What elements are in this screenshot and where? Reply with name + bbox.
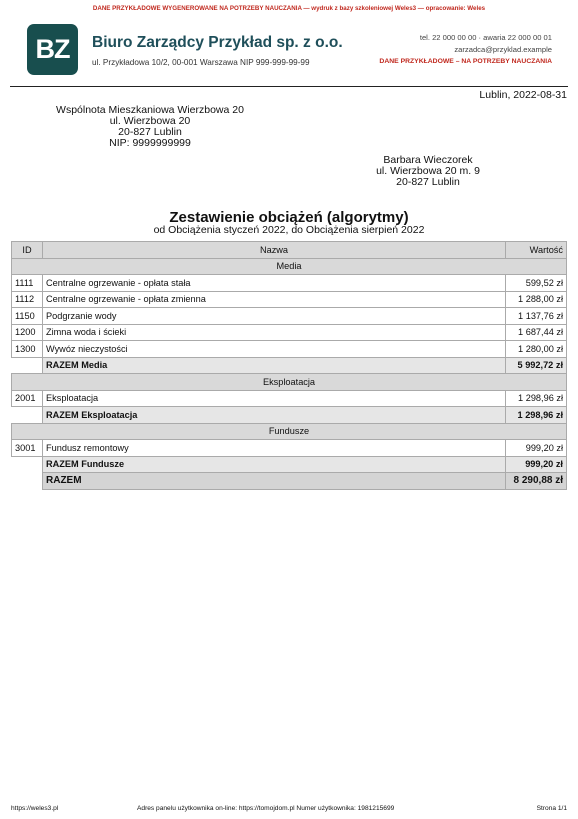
subtotal-value: 5 992,72 zł [506,357,567,374]
charges-table [11,241,567,490]
company-note: DANE PRZYKŁADOWE – NA POTRZEBY NAUCZANIA [379,58,552,65]
table-row [12,308,567,325]
grand-total-label: RAZEM [43,473,506,490]
subtotal-label: RAZEM Media [43,357,506,374]
document-date: Lublin, 2022-08-31 [479,89,567,101]
table-row [12,440,567,457]
subtotal-label: RAZEM Fundusze [43,456,506,473]
header-divider [10,86,568,87]
row-name: Centralne ogrzewanie - opłata stała [43,275,506,292]
teaching-data-banner: DANE PRZYKŁADOWE WYGENEROWANE NA POTRZEBY NAUCZANIA — wydruk z bazy szkoleniowej Weles3 — opracowanie: Weles [92,5,486,12]
row-value: 1 288,00 zł [506,291,567,308]
footer-website-link[interactable]: https://weles3.pl [11,805,59,812]
column-header-name: Nazwa [43,242,506,259]
footer-page-number: Strona 1/1 [536,805,567,812]
subtotal-row-fundusze [12,456,567,473]
row-id: 1200 [12,324,43,341]
row-name: Wywóz nieczystości [43,341,506,358]
row-value: 1 137,76 zł [506,308,567,325]
community-name: Wspólnota Mieszkaniowa Wierzbowa 20 [56,104,244,116]
row-value: 599,52 zł [506,275,567,292]
report-subtitle: od Obciążenia styczeń 2022, do Obciążenia sierpień 2022 [153,224,425,236]
table-header-row [12,242,567,259]
column-header-id: ID [12,242,43,259]
recipient-city: 20-827 Lublin [396,176,460,188]
recipient-address-block [358,155,498,188]
table-row [12,291,567,308]
row-value: 1 687,44 zł [506,324,567,341]
column-header-value: Wartość [506,242,567,259]
subtotal-row-eksploatacja [12,407,567,424]
subtotal-value: 999,20 zł [506,456,567,473]
community-street: ul. Wierzbowa 20 [109,115,191,127]
subtotal-value: 1 298,96 zł [506,407,567,424]
section-header-eksploatacja: Eksploatacja [12,374,567,391]
company-email: zarzadca@przyklad.example [454,45,552,54]
table-row [12,341,567,358]
section-header-media: Media [12,258,567,275]
row-name: Eksploatacja [43,390,506,407]
footer-user-panel-info: Adres panelu użytkownika on-line: https://tomojdom.pl Numer użytkownika: 1981215699 [137,805,395,812]
row-id: 3001 [12,440,43,457]
row-value: 1 280,00 zł [506,341,567,358]
table-row [12,324,567,341]
row-name: Podgrzanie wody [43,308,506,325]
recipient-street: ul. Wierzbowa 20 m. 9 [376,165,480,177]
row-name: Fundusz remontowy [43,440,506,457]
row-id: 1300 [12,341,43,358]
row-id: 2001 [12,390,43,407]
row-name: Zimna woda i ścieki [43,324,506,341]
row-id: 1150 [12,308,43,325]
grand-total-row [12,473,567,490]
row-value: 1 298,96 zł [506,390,567,407]
section-header-fundusze: Fundusze [12,423,567,440]
community-address-block [52,105,248,149]
subtotal-label: RAZEM Eksploatacja [43,407,506,424]
subtotal-row-media [12,357,567,374]
report-title: Zestawienie obciążeń (algorytmy) [169,209,409,226]
community-city: 20-827 Lublin [118,126,182,138]
table-row [12,275,567,292]
company-phone: tel. 22 000 00 00 · awaria 22 000 00 01 [419,33,552,42]
row-id: 1111 [12,275,43,292]
company-logo: BZ [27,24,78,75]
row-name: Centralne ogrzewanie - opłata zmienna [43,291,506,308]
recipient-name: Barbara Wieczorek [383,154,473,166]
company-address: ul. Przykładowa 10/2, 00-001 Warszawa NIP 999-999-99-99 [92,58,310,67]
table-row [12,390,567,407]
row-id: 1112 [12,291,43,308]
row-value: 999,20 zł [506,440,567,457]
community-nip: NIP: 9999999999 [109,137,191,149]
company-name: Biuro Zarządcy Przykład sp. z o.o. [92,34,343,51]
grand-total-value: 8 290,88 zł [506,473,567,490]
